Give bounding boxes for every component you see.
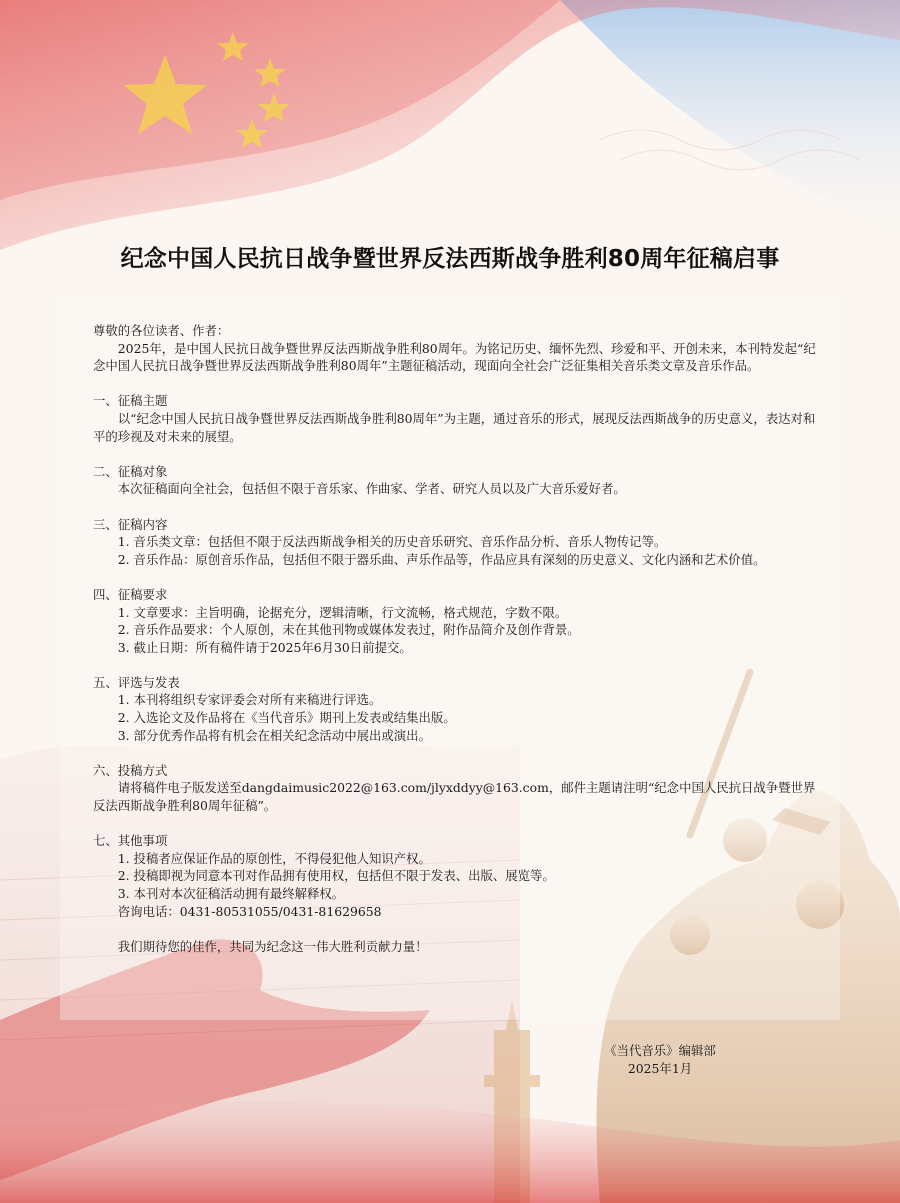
section-heading-audience: 二、征稿对象	[93, 463, 168, 479]
section-heading-other: 七、其他事项	[93, 833, 168, 849]
section-text-theme: 以“纪念中国人民抗日战争暨世界反法西斯战争胜利80周年”为主题，通过音乐的形式，展现反法西斯战争的历史意义，表达对和平的珍视及对未来的展望。	[93, 410, 816, 444]
notice-body	[93, 322, 820, 955]
list-item: 3. 本刊对本次征稿活动拥有最终解释权。	[117, 886, 345, 901]
list-item: 3. 部分优秀作品将有机会在相关纪念活动中展出或演出。	[117, 727, 431, 743]
list-item: 1. 音乐类文章：包括但不限于反法西斯战争相关的历史音乐研究、音乐作品分析、音乐人物传记等。	[117, 534, 667, 550]
section-heading-theme: 一、征稿主题	[93, 393, 168, 409]
section-heading-submission: 六、投稿方式	[93, 762, 168, 778]
list-item: 2. 投稿即视为同意本刊对作品拥有使用权，包括但不限于发表、出版、展览等。	[117, 868, 555, 884]
greeting: 尊敬的各位读者、作者：	[93, 323, 230, 338]
section-text-submission: 请将稿件电子版发送至dangdaimusic2022@163.com/jlyxddyy@163.com，邮件主题请注明“纪念中国人民抗日战争暨世界反法西斯战争胜利80周年征稿”。	[93, 780, 816, 814]
section-text-audience: 本次征稿面向全社会，包括但不限于音乐家、作曲家、学者、研究人员以及广大音乐爱好者。	[117, 481, 626, 497]
signature-block	[540, 1042, 780, 1078]
list-item: 2. 音乐作品要求：个人原创，未在其他刊物或媒体发表过，附作品简介及创作背景。	[117, 622, 580, 638]
list-item: 1. 文章要求：主旨明确，论据充分，逻辑清晰，行文流畅，格式规范，字数不限。	[117, 604, 568, 620]
intro-paragraph: 2025年，是中国人民抗日战争暨世界反法西斯战争胜利80周年。为铭记历史、缅怀先烈、珍爱和平、开创未来，本刊特发起“纪念中国人民抗日战争暨世界反法西斯战争胜利80周年”主题征稿活动，现面向全社会广泛征集相关音乐类文章及音乐作品。	[93, 340, 816, 374]
list-item: 1. 投稿者应保证作品的原创性，不得侵犯他人知识产权。	[117, 850, 431, 866]
list-item: 3. 截止日期：所有稿件请于2025年6月30日前提交。	[117, 639, 412, 655]
list-item: 1. 本刊将组织专家评委会对所有来稿进行评选。	[117, 692, 382, 708]
closing-line: 我们期待您的佳作，共同为纪念这一伟大胜利贡献力量！	[117, 938, 428, 954]
signature-date: 2025年1月	[627, 1061, 693, 1076]
page-title: 纪念中国人民抗日战争暨世界反法西斯战争胜利80周年征稿启事	[120, 246, 780, 272]
signature-org: 《当代音乐》编辑部	[604, 1043, 716, 1058]
list-item: 2. 音乐作品：原创音乐作品，包括但不限于器乐曲、声乐作品等，作品应具有深刻的历史意义、文化内涵和艺术价值。	[117, 551, 766, 567]
section-heading-content: 三、征稿内容	[93, 516, 168, 532]
contact-phone: 咨询电话：0431-80531055/0431-81629658	[117, 903, 382, 919]
section-heading-selection: 五、评选与发表	[93, 674, 180, 690]
section-heading-requirements: 四、征稿要求	[93, 586, 168, 602]
list-item: 2. 入选论文及作品将在《当代音乐》期刊上发表或结集出版。	[117, 710, 456, 726]
